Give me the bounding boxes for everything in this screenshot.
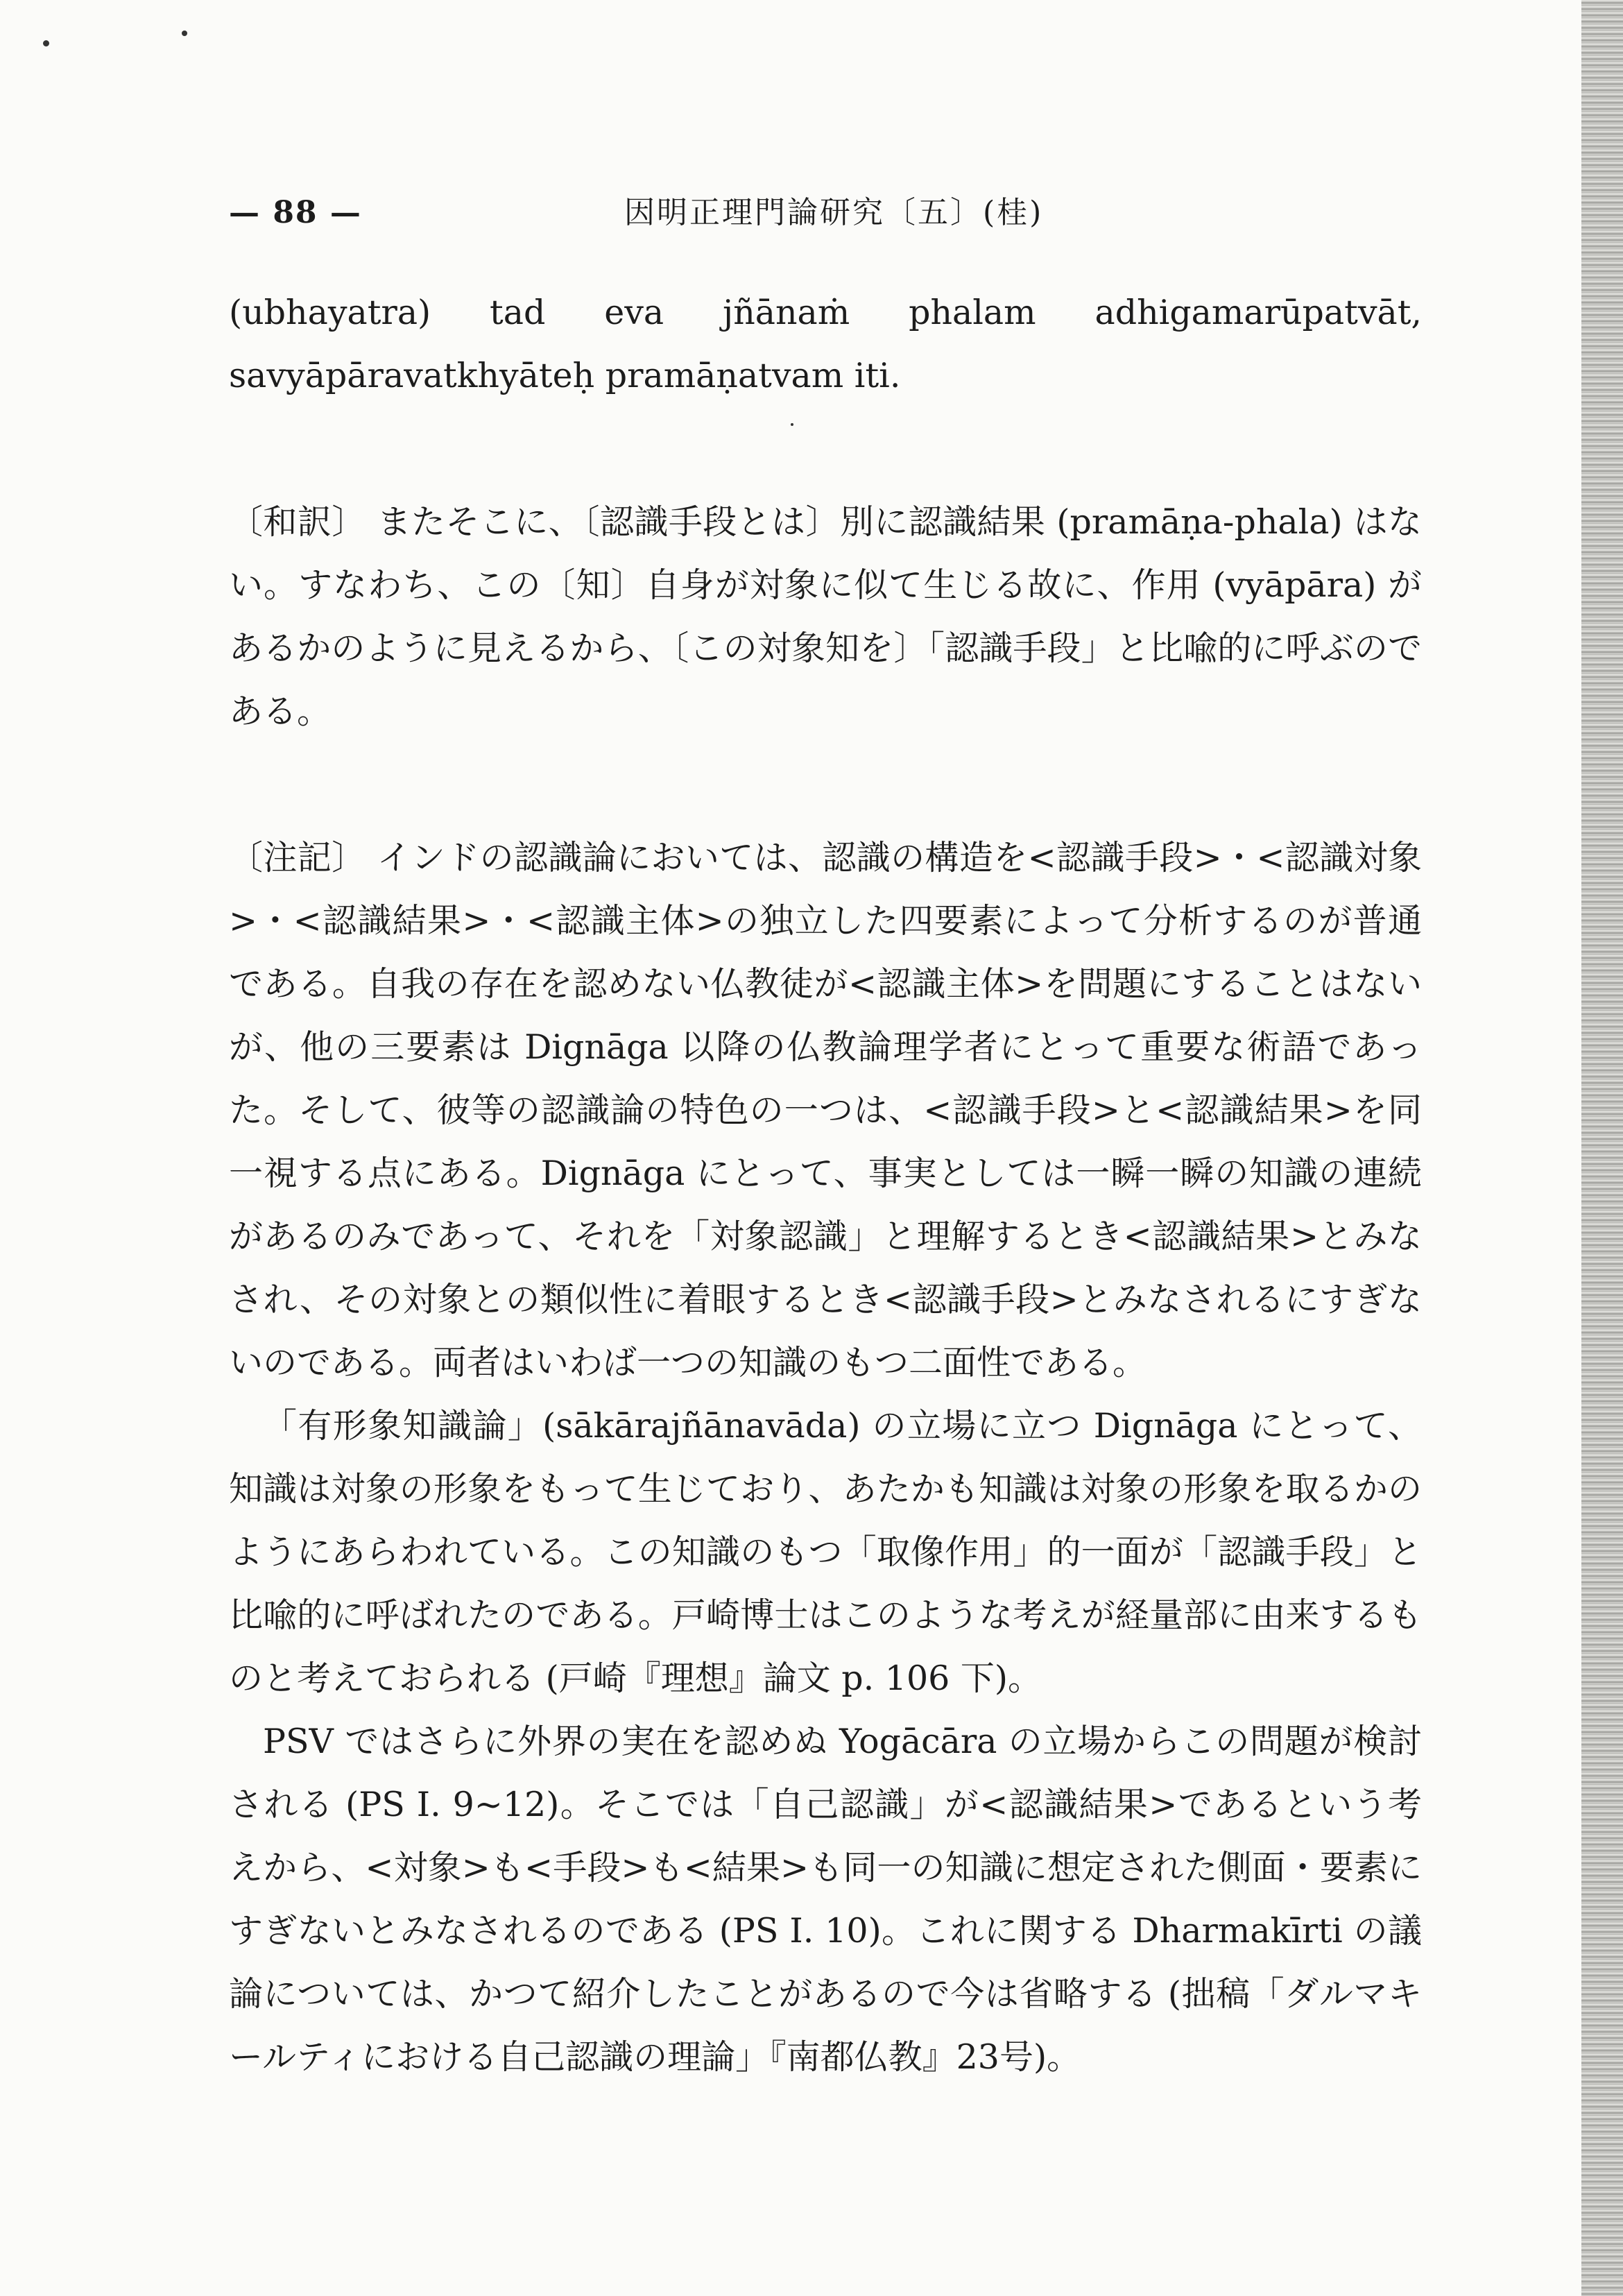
running-title: 因明正理門論研究〔五〕(桂) <box>624 195 1044 230</box>
note-paragraph: PSV ではさらに外界の実在を認めぬ Yogācāra の立場からこの問題が検討される (PS I. 9~12)。そこでは「自己認識」が<認識結果>であるという考えから、<対象>も<手段>も<結果>も同一の知識に想定された側面・要素にすぎないとみなされるのである (PS I. 10)。これに関する Dharmakīrti の議論については、かつて紹介したことがあるので今は省略する (拙稿「ダルマキールティにおける自己認識の理論」『南都仏教』23号)。 <box>229 1722 1422 2077</box>
page-edge-shadow <box>1581 0 1623 2296</box>
scan-speck <box>182 31 187 36</box>
note-paragraph: 「有形象知識論」(sākārajñānavāda) の立場に立つ Dignāga にとって、知識は対象の形象をもって生じており、あたかも知識は対象の形象を取るかのようにあらわれている。この知識のもつ「取像作用」的一面が「認識手段」と比喩的に呼ばれたのである。戸崎博士はこのような考えが経量部に由来するものと考えておられる (戸崎『理想』論文 p. 106 下)。 <box>229 1406 1422 1698</box>
note-paragraph: 〔注記〕 インドの認識論においては、認識の構造を<認識手段>・<認識対象>・<認識結果>・<認識主体>の独立した四要素によって分析するのが普通である。自我の存在を認めない仏教徒が<認識主体>を問題にすることはないが、他の三要素は Dignāga 以降の仏教論理学者にとって重要な術語であった。そして、彼等の認識論の特色の一つは、<認識手段>と<認識結果>を同一視する点にある。Dignāga にとって、事実としては一瞬一瞬の知識の連続があるのみであって、それを「対象認識」と理解するとき<認識結果>とみなされ、その対象との類似性に着眼するとき<認識手段>とみなされるにすぎないのである。両者はいわば一つの知識のもつ二面性である。 <box>229 838 1422 1382</box>
page-number: — 88 — <box>229 195 362 230</box>
page-header <box>229 189 1422 237</box>
page-body <box>229 281 1422 2089</box>
scan-speck <box>43 40 49 46</box>
sanskrit-passage: (ubhayatra) tad eva jñānaṁ phalam adhigamarūpatvāt, savyāpāravatkhyāteḥ pramāṇatvam iti. <box>229 293 1422 395</box>
translation-paragraph: 〔和訳〕 またそこに、〔認識手段とは〕別に認識結果 (pramāṇa-phala) はない。すなわち、この〔知〕自身が対象に似て生じる故に、作用 (vyāpāra) があるかのように見えるから、〔この対象知を〕「認識手段」と比喩的に呼ぶのである。 <box>229 502 1422 731</box>
